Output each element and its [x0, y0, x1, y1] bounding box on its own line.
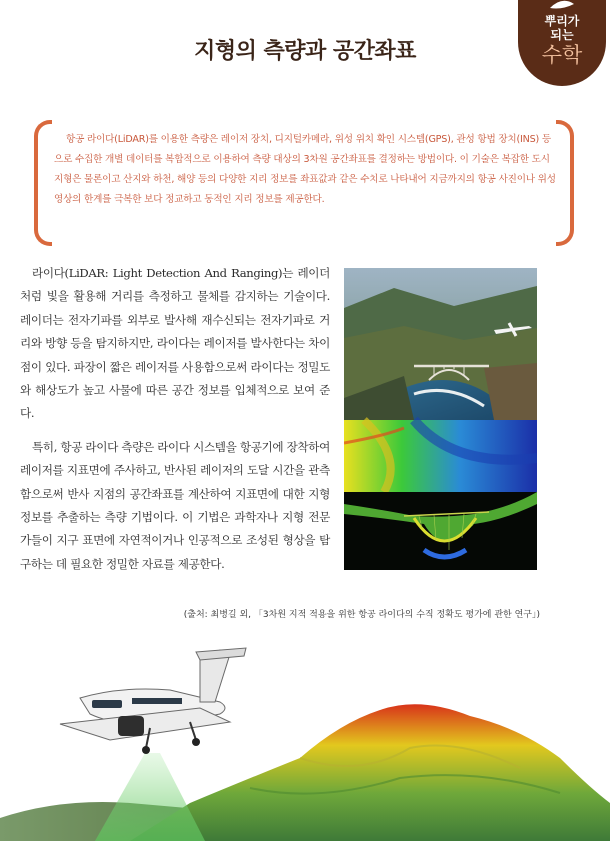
left-bracket — [34, 120, 52, 246]
leaf-icon — [548, 0, 576, 12]
page-title: 지형의 측량과 공간좌표 — [194, 39, 416, 64]
badge-line1: 뿌리가 — [544, 14, 580, 28]
summary-text: 항공 라이다(LiDAR)를 이용한 측량은 레이저 장치, 디지털카메라, 위성 위치 확인 시스템(GPS), 관성 항법 장치(INS) 등으로 수집한 개별 데이터를 복합적으로 이용하여 측량 대상의 3차원 공간좌표를 결정하는 방법이다. 이 기술은 복잡한 도시 지형은 물론이고 산지와 하천, 해양 등의 다양한 지리 정보를 좌표값과 같은 수치로 나타내어 지금까지의 항공 사진이나 위성 영상의 한계를 극복한 보다 정교하고 동적인 지리 정보를 제공한다. — [54, 134, 556, 205]
badge-line3: 수학 — [541, 43, 583, 67]
aircraft — [60, 648, 246, 754]
right-bracket — [556, 120, 574, 246]
paragraph-1: 라이다(LiDAR: Light Detection And Ranging)는 레이더처럼 빛을 활용해 거리를 측정하고 물체를 감지하는 기술이다. 레이더는 전자기파를 외부로 발사해 재수신되는 전자기파로 거리와 방향 등을 탐지하지만, 라이다는 레이저를 발사한다는 차이점이 있다. 파장이 짧은 레이저를 사용함으로써 라이다는 정밀도와 해상도가 높고 사물에 따른 공간 정보를 입체적으로 보여 준다. — [20, 266, 330, 421]
lidar-terrain-illustration — [0, 628, 610, 841]
summary-box — [34, 120, 574, 238]
source-credit: (출처: 최병길 외, 「3차원 지적 적용을 위한 항공 라이다의 수직 정확도 평가에 관한 연구」) — [183, 610, 540, 620]
lidar-photo-composite — [344, 268, 537, 570]
paragraph-2: 특히, 항공 라이다 측량은 라이다 시스템을 항공기에 장착하여 레이저를 지표면에 주사하고, 반사된 레이저의 도달 시간을 관측함으로써 반사 지점의 공간좌표를 계산하여 지표면에 대한 지형 정보를 추출하는 측량 기법이다. 이 기법은 과학자나 지형 전문가들이 지구 표면에 자연적이거나 인공적으로 조성된 형상을 탐구하는 데 필요한 정밀한 자료를 제공한다. — [20, 439, 330, 571]
badge-line2: 되는 — [550, 28, 574, 42]
article-body — [20, 262, 330, 586]
